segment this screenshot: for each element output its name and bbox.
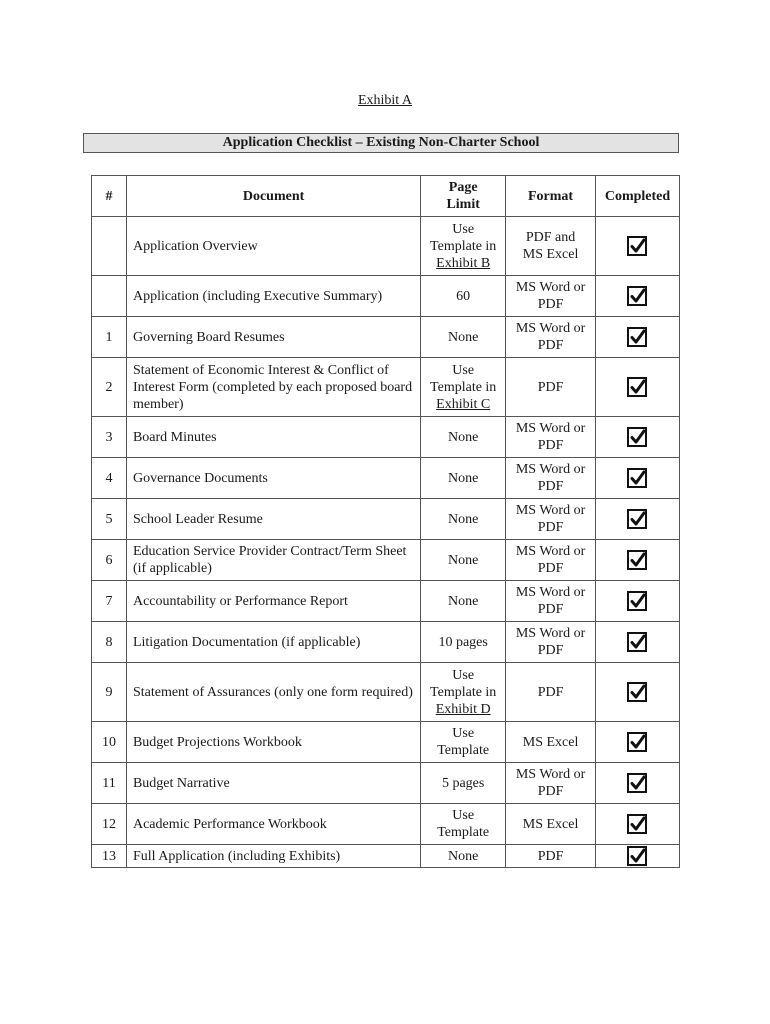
page-limit-line: None bbox=[448, 552, 479, 568]
checkmark-icon bbox=[630, 816, 646, 832]
format bbox=[506, 217, 596, 276]
table-row bbox=[92, 722, 680, 763]
table-row bbox=[92, 540, 680, 581]
completed-checkbox[interactable] bbox=[627, 236, 647, 256]
format-line: PDF bbox=[537, 684, 564, 700]
completed-cell bbox=[595, 540, 679, 581]
row-number: 2 bbox=[92, 358, 127, 417]
page-limit bbox=[421, 663, 506, 722]
header-document: Document bbox=[126, 176, 420, 217]
page-limit bbox=[421, 763, 506, 804]
format-line: PDF bbox=[537, 602, 564, 617]
document-name: Governing Board Resumes bbox=[126, 317, 420, 358]
format bbox=[506, 663, 596, 722]
completed-cell bbox=[595, 622, 679, 663]
completed-cell bbox=[595, 722, 679, 763]
page-limit bbox=[421, 540, 506, 581]
checkmark-icon bbox=[630, 593, 646, 609]
page-limit bbox=[421, 458, 506, 499]
completed-cell bbox=[595, 663, 679, 722]
format-line: PDF bbox=[537, 338, 564, 353]
completed-checkbox[interactable] bbox=[627, 846, 647, 866]
checkmark-icon bbox=[630, 734, 646, 750]
format bbox=[506, 317, 596, 358]
header-page-limit bbox=[421, 176, 506, 217]
format-line: MS Word or bbox=[515, 280, 586, 295]
page-limit-line: Template in bbox=[430, 238, 497, 254]
row-number: 4 bbox=[92, 458, 127, 499]
table-row bbox=[92, 581, 680, 622]
header-row bbox=[92, 176, 680, 217]
page-limit-line: None bbox=[448, 329, 479, 345]
completed-checkbox[interactable] bbox=[627, 732, 647, 752]
page-limit-line: 5 pages bbox=[441, 775, 485, 791]
completed-cell bbox=[595, 317, 679, 358]
document-name: Academic Performance Workbook bbox=[126, 804, 420, 845]
exhibit-title: Exhibit A bbox=[357, 93, 413, 108]
completed-checkbox[interactable] bbox=[627, 814, 647, 834]
format-line: MS Word or bbox=[515, 626, 586, 641]
format bbox=[506, 622, 596, 663]
format-line: MS Word or bbox=[515, 321, 586, 336]
completed-cell bbox=[595, 845, 679, 868]
format bbox=[506, 458, 596, 499]
row-number: 7 bbox=[92, 581, 127, 622]
page-limit bbox=[421, 581, 506, 622]
page-limit bbox=[421, 722, 506, 763]
row-number bbox=[92, 217, 127, 276]
document-name: Governance Documents bbox=[126, 458, 420, 499]
table-row bbox=[92, 458, 680, 499]
completed-checkbox[interactable] bbox=[627, 286, 647, 306]
completed-checkbox[interactable] bbox=[627, 509, 647, 529]
format-line: PDF bbox=[537, 848, 564, 864]
completed-checkbox[interactable] bbox=[627, 468, 647, 488]
page-limit bbox=[421, 499, 506, 540]
format-line: MS Word or bbox=[515, 544, 586, 559]
page-limit-line: None bbox=[448, 429, 479, 445]
completed-checkbox[interactable] bbox=[627, 632, 647, 652]
checkmark-icon bbox=[630, 470, 646, 486]
page-limit bbox=[421, 317, 506, 358]
table-row bbox=[92, 217, 680, 276]
format-line: MS Excel bbox=[522, 816, 579, 832]
table-row bbox=[92, 317, 680, 358]
format bbox=[506, 540, 596, 581]
page-limit bbox=[421, 276, 506, 317]
completed-cell bbox=[595, 358, 679, 417]
page-limit bbox=[421, 622, 506, 663]
format-line: PDF bbox=[537, 643, 564, 658]
checkmark-icon bbox=[630, 684, 646, 700]
document-name: Full Application (including Exhibits) bbox=[126, 845, 420, 868]
format bbox=[506, 417, 596, 458]
format bbox=[506, 845, 596, 868]
completed-cell bbox=[595, 458, 679, 499]
completed-cell bbox=[595, 804, 679, 845]
format-line: MS Word or bbox=[515, 767, 586, 782]
table-row bbox=[92, 276, 680, 317]
page-limit bbox=[421, 358, 506, 417]
format-line: MS Excel bbox=[522, 247, 579, 262]
completed-checkbox[interactable] bbox=[627, 591, 647, 611]
format bbox=[506, 358, 596, 417]
format bbox=[506, 499, 596, 540]
page-limit-line: None bbox=[448, 848, 479, 864]
row-number: 11 bbox=[92, 763, 127, 804]
checkmark-icon bbox=[630, 429, 646, 445]
checklist-banner: Application Checklist – Existing Non-Charter School bbox=[83, 133, 679, 153]
page-limit-line: Use bbox=[452, 726, 475, 741]
format-line: MS Word or bbox=[515, 503, 586, 518]
table-row bbox=[92, 845, 680, 868]
format-line: PDF bbox=[537, 520, 564, 535]
page-limit-line: None bbox=[448, 593, 479, 609]
page-limit bbox=[421, 217, 506, 276]
completed-checkbox[interactable] bbox=[627, 773, 647, 793]
table-row bbox=[92, 804, 680, 845]
row-number: 6 bbox=[92, 540, 127, 581]
completed-cell bbox=[595, 276, 679, 317]
completed-checkbox[interactable] bbox=[627, 682, 647, 702]
format-line: MS Word or bbox=[515, 585, 586, 600]
completed-checkbox[interactable] bbox=[627, 550, 647, 570]
table-row bbox=[92, 663, 680, 722]
page-limit-line: None bbox=[448, 511, 479, 527]
row-number: 3 bbox=[92, 417, 127, 458]
page-limit-line: Template bbox=[437, 743, 490, 758]
header-page-limit-line1: Page bbox=[448, 180, 478, 195]
page-limit-line: None bbox=[448, 470, 479, 486]
document-name: Budget Projections Workbook bbox=[126, 722, 420, 763]
header-num: # bbox=[92, 176, 127, 217]
row-number: 9 bbox=[92, 663, 127, 722]
document-name: Accountability or Performance Report bbox=[126, 581, 420, 622]
document-name: School Leader Resume bbox=[126, 499, 420, 540]
document-name: Application (including Executive Summary) bbox=[126, 276, 420, 317]
checkmark-icon bbox=[630, 288, 646, 304]
checkmark-icon bbox=[630, 848, 646, 864]
page-limit bbox=[421, 417, 506, 458]
checkmark-icon bbox=[630, 329, 646, 345]
checkmark-icon bbox=[630, 634, 646, 650]
page-limit-line: Template in bbox=[430, 379, 497, 395]
checkmark-icon bbox=[630, 511, 646, 527]
page-limit bbox=[421, 845, 506, 868]
table-row bbox=[92, 358, 680, 417]
row-number: 1 bbox=[92, 317, 127, 358]
format-line: MS Excel bbox=[522, 734, 579, 750]
format-line: MS Word or bbox=[515, 421, 586, 436]
document-name: Budget Narrative bbox=[126, 763, 420, 804]
exhibit-link[interactable]: Exhibit B bbox=[436, 255, 491, 271]
completed-cell bbox=[595, 499, 679, 540]
row-number: 12 bbox=[92, 804, 127, 845]
header-format: Format bbox=[506, 176, 596, 217]
document-name: Litigation Documentation (if applicable) bbox=[126, 622, 420, 663]
completed-checkbox[interactable] bbox=[627, 377, 647, 397]
page-limit-line: Use bbox=[452, 221, 475, 237]
document-name: Statement of Economic Interest & Conflict of Interest Form (completed by each proposed board member) bbox=[126, 358, 420, 417]
completed-checkbox[interactable] bbox=[627, 327, 647, 347]
checklist-table bbox=[91, 175, 680, 868]
format-line: PDF bbox=[537, 438, 564, 453]
completed-checkbox[interactable] bbox=[627, 427, 647, 447]
format-line: PDF bbox=[537, 784, 564, 799]
table-row bbox=[92, 622, 680, 663]
document-name: Application Overview bbox=[126, 217, 420, 276]
completed-cell bbox=[595, 763, 679, 804]
header-completed: Completed bbox=[595, 176, 679, 217]
page-limit-line: Use bbox=[452, 362, 475, 378]
table-row bbox=[92, 417, 680, 458]
completed-cell bbox=[595, 581, 679, 622]
row-number bbox=[92, 276, 127, 317]
row-number: 10 bbox=[92, 722, 127, 763]
format-line: PDF bbox=[537, 379, 564, 395]
checkmark-icon bbox=[630, 238, 646, 254]
document-name: Education Service Provider Contract/Term Sheet (if applicable) bbox=[126, 540, 420, 581]
format-line: MS Word or bbox=[515, 462, 586, 477]
page-limit-line: Template bbox=[437, 825, 490, 840]
format-line: PDF bbox=[537, 561, 564, 576]
format-line: PDF bbox=[537, 297, 564, 312]
checkmark-icon bbox=[630, 775, 646, 791]
row-number: 13 bbox=[92, 845, 127, 868]
format bbox=[506, 804, 596, 845]
exhibit-link[interactable]: Exhibit C bbox=[436, 396, 491, 412]
document-name: Board Minutes bbox=[126, 417, 420, 458]
checkmark-icon bbox=[630, 379, 646, 395]
format bbox=[506, 276, 596, 317]
document-name: Statement of Assurances (only one form required) bbox=[126, 663, 420, 722]
row-number: 5 bbox=[92, 499, 127, 540]
table-row bbox=[92, 763, 680, 804]
format-line: PDF and bbox=[525, 230, 576, 245]
format bbox=[506, 581, 596, 622]
checkmark-icon bbox=[630, 552, 646, 568]
page-limit-line: 60 bbox=[456, 288, 471, 304]
row-number: 8 bbox=[92, 622, 127, 663]
page-limit-line: Use bbox=[452, 667, 475, 683]
format bbox=[506, 722, 596, 763]
page-limit bbox=[421, 804, 506, 845]
format bbox=[506, 763, 596, 804]
page-limit-line: 10 pages bbox=[438, 634, 488, 650]
page-limit-line: Use bbox=[452, 808, 475, 823]
format-line: PDF bbox=[537, 479, 564, 494]
table-row bbox=[92, 499, 680, 540]
exhibit-link[interactable]: Exhibit D bbox=[435, 701, 491, 717]
header-page-limit-line2: Limit bbox=[446, 197, 480, 212]
completed-cell bbox=[595, 217, 679, 276]
completed-cell bbox=[595, 417, 679, 458]
page-limit-line: Template in bbox=[430, 684, 497, 700]
